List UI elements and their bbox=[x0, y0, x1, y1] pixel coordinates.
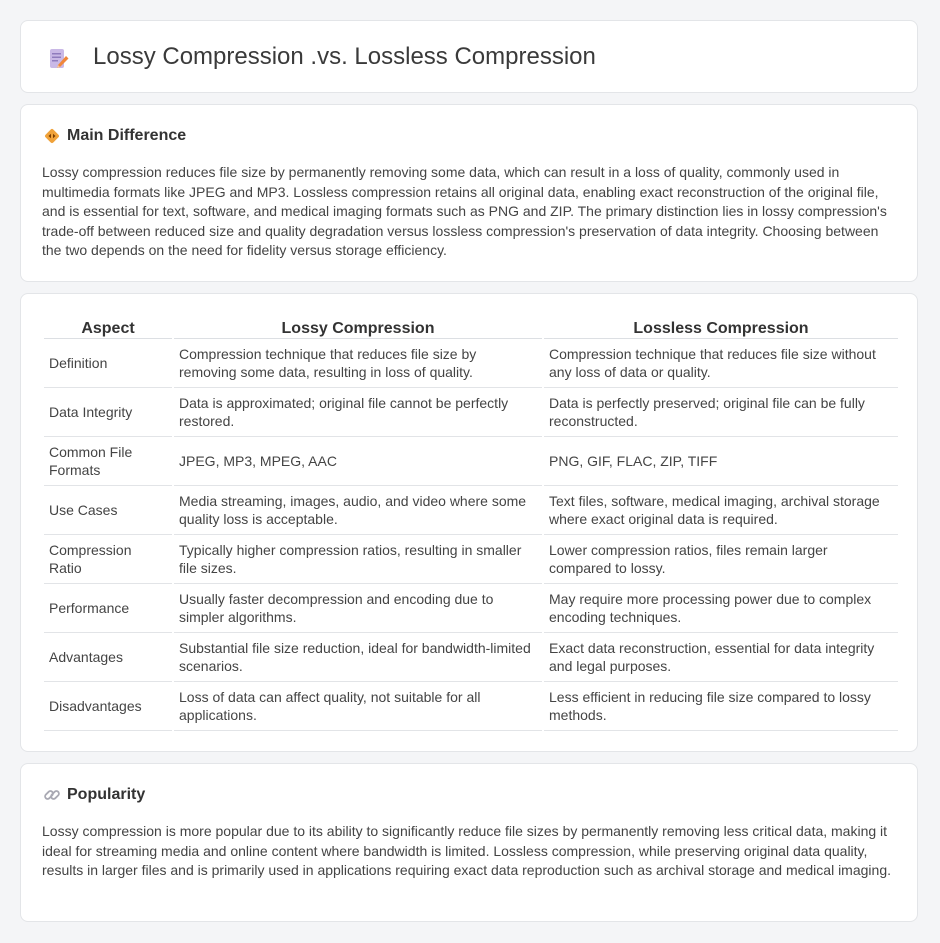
table-row bbox=[44, 486, 898, 535]
lossy-cell: Substantial file size reduction, ideal for bandwidth-limited scenarios. bbox=[174, 633, 542, 682]
aspect-cell: Compression Ratio bbox=[44, 535, 172, 584]
header-lossy: Lossy Compression bbox=[174, 314, 542, 339]
main-difference-text: Lossy compression reduces file size by permanently removing some data, which can result in a loss of quality, commonly used in multimedia formats like JPEG and MP3. Lossless compression retains all original data, enabling exact reconstruction of the original file, and is essential for text, software, and medical imaging formats such as PNG and ZIP. The primary distinction lies in lossy compression's trade-off between reduced size and quality degradation versus lossless compression's preservation of data integrity. Choosing between the two depends on the need for fidelity versus storage efficiency. bbox=[42, 164, 887, 259]
popularity-header bbox=[43, 786, 145, 804]
popularity-text: Lossy compression is more popular due to its ability to significantly reduce file sizes by permanently removing less critical data, making it ideal for streaming media and online content where bandwidth is limited. Lossless compression, while preserving original data quality, results in larger files and is primarily used in applications requiring exact data reproduction such as archival storage and medical imaging. bbox=[42, 823, 891, 879]
lossless-cell: Exact data reconstruction, essential for data integrity and legal purposes. bbox=[544, 633, 898, 682]
lossy-cell: Typically higher compression ratios, resulting in smaller file sizes. bbox=[174, 535, 542, 584]
header-aspect: Aspect bbox=[44, 314, 172, 339]
lossless-cell: PNG, GIF, FLAC, ZIP, TIFF bbox=[544, 437, 898, 486]
header-lossless: Lossless Compression bbox=[544, 314, 898, 339]
popularity-heading: Popularity bbox=[67, 786, 146, 803]
diamond-arrows-icon bbox=[43, 127, 61, 145]
lossless-cell: Compression technique that reduces file size without any loss of data or quality. bbox=[544, 339, 898, 388]
lossy-cell: Loss of data can affect quality, not suitable for all applications. bbox=[174, 682, 542, 731]
aspect-cell: Definition bbox=[44, 339, 172, 388]
aspect-cell: Data Integrity bbox=[44, 388, 172, 437]
aspect-cell: Advantages bbox=[44, 633, 172, 682]
lossy-cell: Usually faster decompression and encoding due to simpler algorithms. bbox=[174, 584, 542, 633]
table-row bbox=[44, 584, 898, 633]
table-row bbox=[44, 535, 898, 584]
link-icon bbox=[43, 786, 61, 804]
popularity-section bbox=[20, 763, 918, 922]
page-title: Lossy Compression .vs. Lossless Compression bbox=[93, 43, 596, 70]
table-row bbox=[44, 339, 898, 388]
aspect-cell: Disadvantages bbox=[44, 682, 172, 731]
table-row bbox=[44, 682, 898, 731]
title-card bbox=[20, 20, 918, 93]
comparison-table bbox=[42, 314, 900, 731]
aspect-cell: Performance bbox=[44, 584, 172, 633]
main-difference-header bbox=[43, 127, 186, 145]
lossless-cell: May require more processing power due to complex encoding techniques. bbox=[544, 584, 898, 633]
comparison-table-section bbox=[20, 293, 918, 752]
lossy-cell: Media streaming, images, audio, and video where some quality loss is acceptable. bbox=[174, 486, 542, 535]
lossy-cell: Compression technique that reduces file size by removing some data, resulting in loss of quality. bbox=[174, 339, 542, 388]
lossy-cell: Data is approximated; original file cannot be perfectly restored. bbox=[174, 388, 542, 437]
document-pencil-icon bbox=[47, 47, 71, 71]
lossless-cell: Data is perfectly preserved; original file can be fully reconstructed. bbox=[544, 388, 898, 437]
table-row bbox=[44, 437, 898, 486]
table-row bbox=[44, 388, 898, 437]
lossless-cell: Lower compression ratios, files remain larger compared to lossy. bbox=[544, 535, 898, 584]
lossless-cell: Text files, software, medical imaging, archival storage where exact original data is required. bbox=[544, 486, 898, 535]
main-difference-section bbox=[20, 104, 918, 282]
lossless-cell: Less efficient in reducing file size compared to lossy methods. bbox=[544, 682, 898, 731]
table-row bbox=[44, 633, 898, 682]
lossy-cell: JPEG, MP3, MPEG, AAC bbox=[174, 437, 542, 486]
main-difference-heading: Main Difference bbox=[67, 127, 187, 144]
table-header-row bbox=[44, 314, 898, 339]
aspect-cell: Use Cases bbox=[44, 486, 172, 535]
aspect-cell: Common File Formats bbox=[44, 437, 172, 486]
